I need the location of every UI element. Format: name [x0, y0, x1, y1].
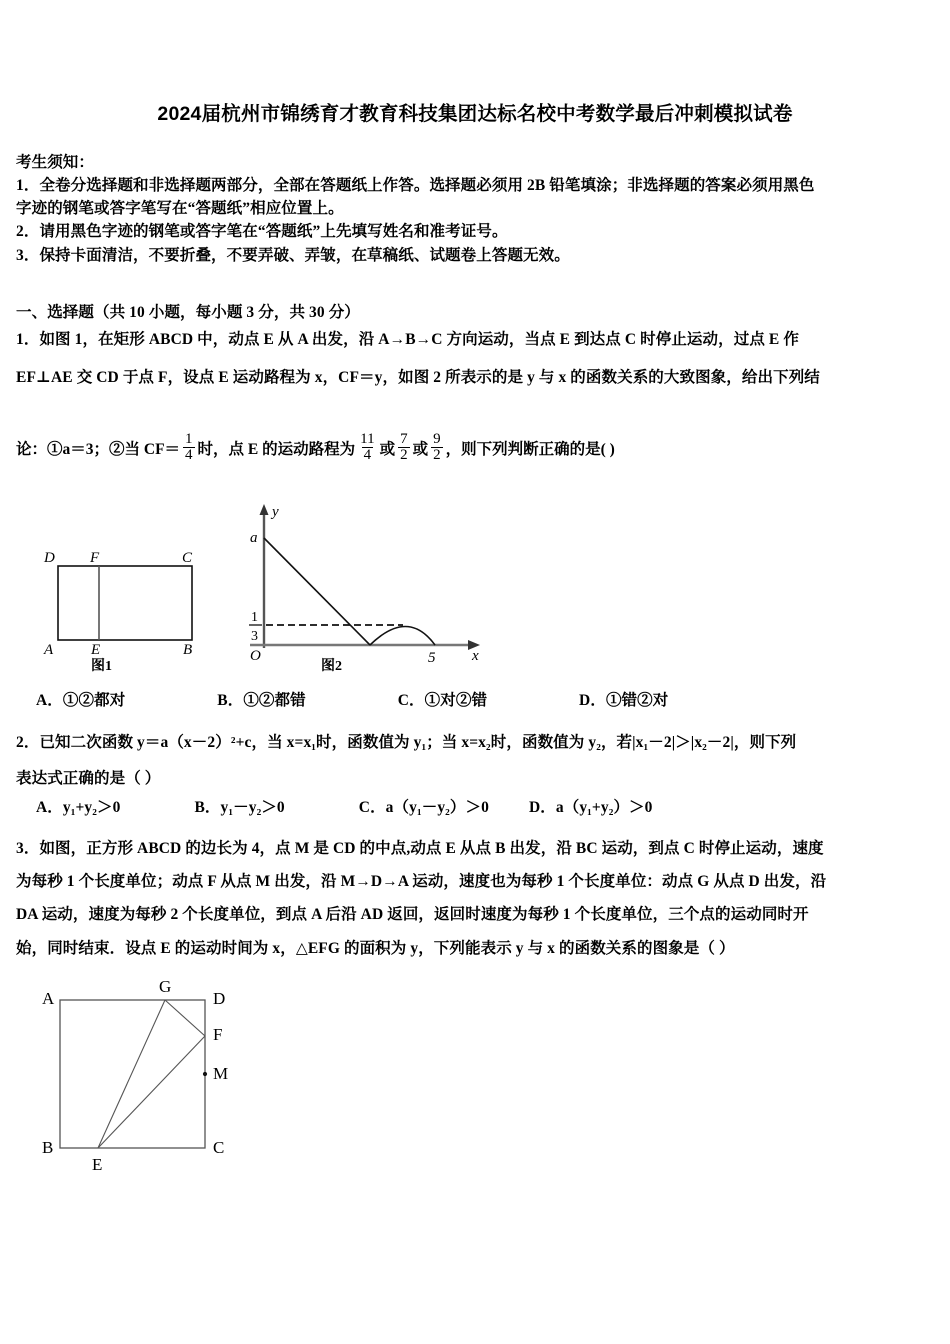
question-2-line-2: 表达式正确的是（ ）	[16, 770, 161, 787]
fraction-one-quarter	[183, 432, 195, 464]
figure-2-frac-numerator: 1	[251, 610, 258, 625]
fraction-denominator: 2	[433, 447, 441, 464]
figure-2-label-y: y	[272, 504, 279, 520]
figure-1-label-e: E	[91, 642, 101, 658]
q1-line3-or-2: 或	[412, 440, 429, 458]
q1-line3-tail: ，则下列判断正确的是( )	[445, 440, 615, 458]
q1-line3-mid: 时，点 E 的运动路程为	[197, 440, 356, 458]
q1-option-d[interactable]: D．①错②对	[579, 692, 669, 709]
fraction-denominator: 4	[185, 447, 193, 464]
q2-option-c[interactable]: C．a（y₁－y₂）＞0	[358, 799, 489, 816]
question-1-line-1: 1．如图 1，在矩形 ABCD 中，动点 E 从 A 出发，沿 A→B→C 方向运动，当点 E 到达点 C 时停止运动，过点 E 作	[16, 331, 799, 348]
figure-3-label-m: M	[213, 1064, 229, 1083]
question-3-line-1: 3．如图，正方形 ABCD 的边长为 4，点 M 是 CD 的中点,动点 E 从点 B 出发，沿 BC 运动，到点 C 时停止运动，速度	[16, 840, 824, 857]
notice-line-3: 3．保持卡面清洁，不要折叠，不要弄破、弄皱，在草稿纸、试题卷上答题无效。	[16, 247, 570, 264]
question-1-line-2: EF⊥AE 交 CD 于点 F，设点 E 运动路程为 x，CF＝y，如图 2 所表示的是 y 与 x 的函数关系的大致图象，给出下列结	[16, 369, 820, 386]
question-3-line-3: DA 运动，速度为每秒 2 个长度单位，到点 A 后沿 AD 返回，返回时速度为每秒 1 个长度单位，三个点的运动同时开	[16, 906, 809, 923]
fraction-numerator: 9	[433, 431, 441, 447]
fraction-denominator: 4	[363, 447, 372, 464]
fraction-numerator: 11	[360, 431, 375, 447]
figure-2-label-a: a	[250, 530, 258, 546]
figure-3-label-e: E	[92, 1155, 103, 1174]
fraction-numerator: 7	[400, 431, 408, 447]
figure-2-graph	[248, 500, 488, 666]
figure-3-label-c: C	[213, 1138, 225, 1157]
figure-3-label-b: B	[42, 1138, 54, 1157]
q2-option-d[interactable]: D．a（y₁+y₂）＞0	[528, 799, 653, 816]
fraction-eleven-quarters	[358, 432, 376, 464]
question-1-line-3	[16, 432, 615, 464]
notice-line-1b: 字迹的钢笔或答字笔写在“答题纸”相应位置上。	[16, 200, 344, 217]
figure-1-rectangle-abcd	[40, 538, 215, 656]
q2-option-b[interactable]: B．y₁－y₂＞0	[194, 799, 285, 816]
figure-2-caption: 图2	[321, 659, 342, 674]
fraction-seven-halves	[398, 432, 410, 464]
figure-1-label-c: C	[182, 550, 193, 566]
figure-2-label-o: O	[250, 648, 261, 664]
fraction-numerator: 1	[185, 431, 193, 447]
figure-2-label-five: 5	[428, 650, 436, 666]
figure-3-label-f: F	[213, 1025, 223, 1044]
q1-line3-or-1: 或	[379, 440, 396, 458]
figure-2-frac-denominator: 3	[251, 629, 258, 644]
question-3-line-2: 为每秒 1 个长度单位；动点 F 从点 M 出发，沿 M→D→A 运动，速度也为每秒 1 个长度单位：动点 G 从点 D 出发，沿	[16, 873, 827, 890]
fraction-nine-halves	[431, 432, 443, 464]
q1-option-c[interactable]: C．①对②错	[397, 692, 488, 709]
question-3-line-4: 始，同时结束．设点 E 的运动时间为 x，△EFG 的面积为 y，下列能表示 y 与 x 的函数关系的图象是（ ）	[16, 940, 735, 957]
question-2-options	[36, 795, 653, 817]
figure-3-label-g: G	[159, 977, 172, 996]
q1-option-a[interactable]: A．①②都对	[36, 692, 126, 709]
question-1-options	[36, 688, 668, 710]
q1-line3-prefix: 论：①a＝3；②当 CF＝	[16, 440, 181, 458]
figure-2-label-x: x	[472, 648, 479, 664]
q1-option-b[interactable]: B．①②都错	[217, 692, 306, 709]
figure-1-label-f: F	[90, 550, 100, 566]
q2-option-a[interactable]: A．y₁+y₂＞0	[36, 799, 121, 816]
section-heading-choice: 一、选择题（共 10 小题，每小题 3 分，共 30 分）	[16, 304, 360, 321]
figure-1-label-b: B	[183, 642, 193, 658]
page-title: 2024届杭州市锦绣育才教育科技集团达标名校中考数学最后冲刺模拟试卷	[157, 103, 793, 125]
figure-3-square-abcd	[38, 978, 268, 1178]
figure-1-label-d: D	[44, 550, 55, 566]
question-2-line-1: 2．已知二次函数 y＝a（x－2）²+c，当 x=x₁时，函数值为 y₁；当 x=x₂时，函数值为 y₂，若|x₁－2|＞|x₂－2|，则下列	[16, 734, 797, 751]
notice-heading: 考生须知：	[16, 154, 95, 171]
notice-line-1a: 1．全卷分选择题和非选择题两部分，全部在答题纸上作答。选择题必须用 2B 铅笔填涂；非选择题的答案必须用黑色	[16, 177, 815, 194]
fraction-denominator: 2	[400, 447, 408, 464]
figure-3-label-a: A	[42, 989, 55, 1008]
figure-1-caption: 图1	[91, 659, 112, 674]
notice-line-2: 2．请用黑色字迹的钢笔或答字笔在“答题纸”上先填写姓名和准考证号。	[16, 223, 508, 240]
figure-1-label-a: A	[44, 642, 54, 658]
figure-3-label-d: D	[213, 989, 226, 1008]
